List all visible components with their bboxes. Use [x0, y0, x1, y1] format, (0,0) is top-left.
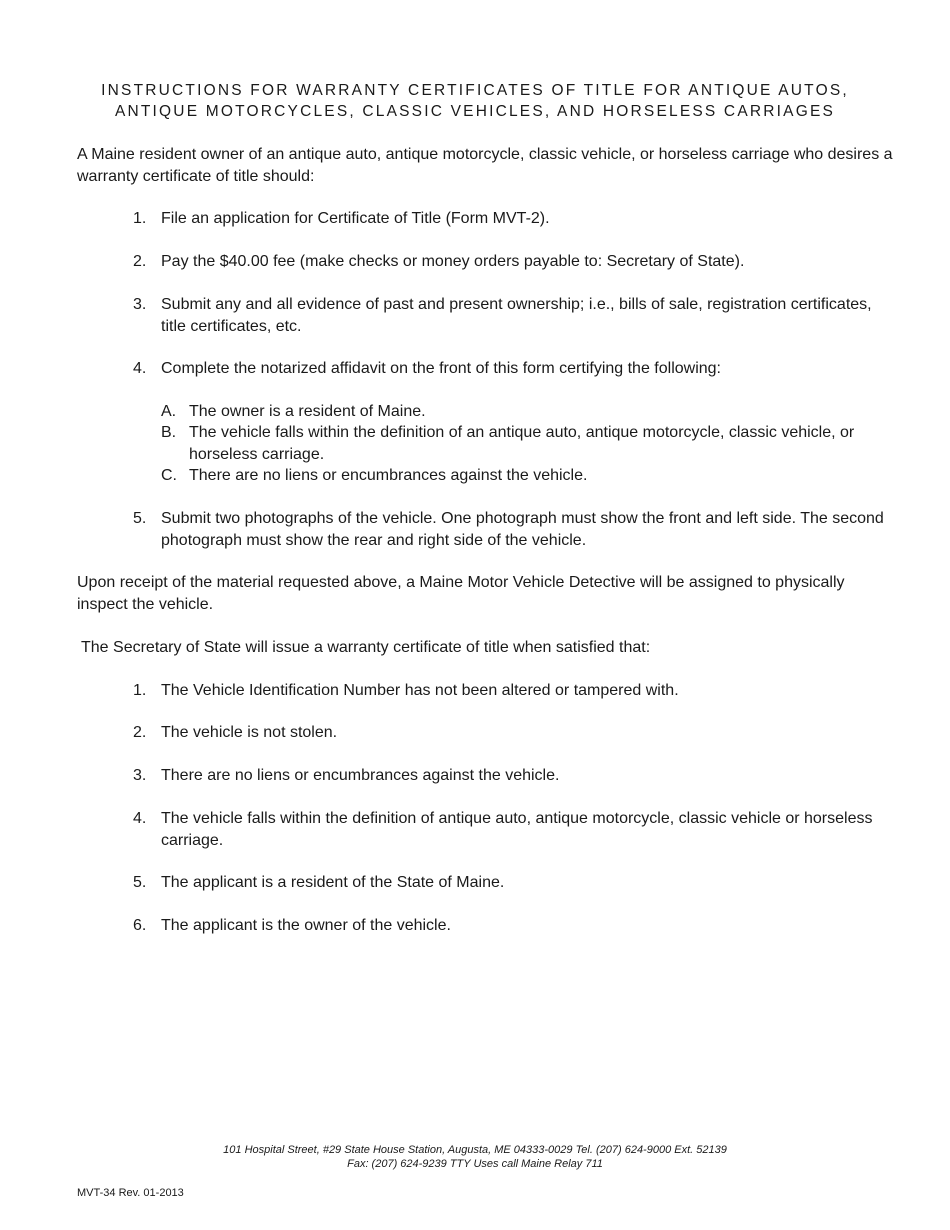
affidavit-letter: B.	[161, 424, 177, 441]
footer-address: 101 Hospital Street, #29 State House Station, Augusta, ME 04333-0029 Tel. (207) 624-9000 Ext. 52139	[223, 1144, 727, 1156]
condition-text: The applicant is a resident of the State of Maine.	[161, 874, 505, 891]
step-item	[133, 508, 893, 551]
inspection-paragraph: Upon receipt of the material requested above, a Maine Motor Vehicle Detective will be assigned to physically inspect the vehicle.	[77, 574, 845, 613]
condition-number: 6.	[133, 917, 147, 934]
intro-paragraph: A Maine resident owner of an antique auto, antique motorcycle, classic vehicle, or horseless carriage who desires a warranty certificate of title should:	[77, 146, 893, 185]
condition-text: The vehicle falls within the definition of antique auto, antique motorcycle, classic vehicle or horseless carriage.	[161, 810, 873, 849]
step-number: 1.	[133, 210, 147, 227]
step-item	[133, 294, 893, 337]
affidavit-item	[161, 401, 896, 423]
step-text: File an application for Certificate of Title (Form MVT-2).	[161, 210, 550, 227]
condition-text: There are no liens or encumbrances against the vehicle.	[161, 767, 560, 784]
condition-text: The Vehicle Identification Number has not been altered or tampered with.	[161, 682, 679, 699]
affidavit-text: The vehicle falls within the definition of an antique auto, antique motorcycle, classic vehicle, or horseless carriage.	[189, 424, 855, 463]
condition-item	[133, 915, 893, 937]
affidavit-item	[161, 422, 896, 465]
condition-text: The applicant is the owner of the vehicle.	[161, 917, 451, 934]
condition-item	[133, 722, 893, 744]
condition-item	[133, 680, 893, 702]
condition-number: 3.	[133, 767, 147, 784]
step-text: Complete the notarized affidavit on the front of this form certifying the following:	[161, 360, 721, 377]
affidavit-text: The owner is a resident of Maine.	[189, 403, 426, 420]
affidavit-letter: A.	[161, 403, 177, 420]
step-number: 5.	[133, 510, 147, 527]
footer-fax: Fax: (207) 624-9239 TTY Uses call Maine Relay 711	[347, 1158, 603, 1170]
affidavit-text: There are no liens or encumbrances against the vehicle.	[189, 467, 588, 484]
condition-number: 4.	[133, 810, 147, 827]
condition-text: The vehicle is not stolen.	[161, 724, 338, 741]
condition-item	[133, 808, 893, 851]
condition-item	[133, 872, 893, 894]
condition-number: 2.	[133, 724, 147, 741]
step-item	[133, 208, 893, 230]
condition-number: 5.	[133, 874, 147, 891]
document-title-line-1: INSTRUCTIONS FOR WARRANTY CERTIFICATES OF TITLE FOR ANTIQUE AUTOS,	[101, 82, 849, 99]
step-item	[133, 251, 893, 273]
step-item	[133, 358, 893, 380]
step-number: 3.	[133, 296, 147, 313]
affidavit-item	[161, 465, 896, 487]
step-text: Submit two photographs of the vehicle. One photograph must show the front and left side. The second photograph must show the rear and right side of the vehicle.	[161, 510, 884, 549]
issue-intro-paragraph: The Secretary of State will issue a warranty certificate of title when satisfied that:	[81, 639, 651, 656]
step-text: Submit any and all evidence of past and present ownership; i.e., bills of sale, registration certificates, title certificates, etc.	[161, 296, 872, 335]
step-text: Pay the $40.00 fee (make checks or money orders payable to: Secretary of State).	[161, 253, 745, 270]
form-revision-id: MVT-34 Rev. 01-2013	[77, 1187, 184, 1199]
condition-item	[133, 765, 893, 787]
condition-number: 1.	[133, 682, 147, 699]
document-title-line-2: ANTIQUE MOTORCYCLES, CLASSIC VEHICLES, AND HORSELESS CARRIAGES	[114, 103, 836, 120]
affidavit-letter: C.	[161, 467, 177, 484]
step-number: 2.	[133, 253, 147, 270]
step-number: 4.	[133, 360, 147, 377]
